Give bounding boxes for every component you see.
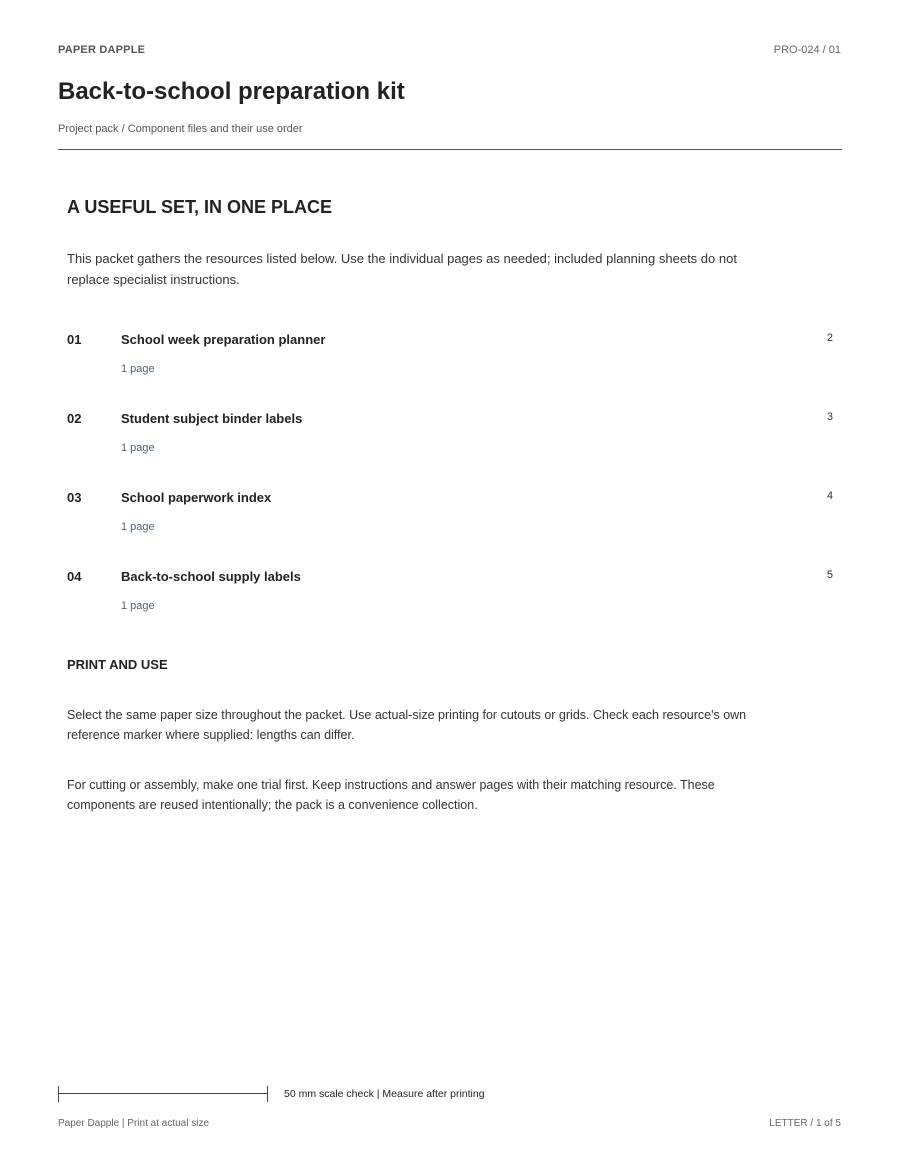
contents-item-count: 1 page <box>121 363 155 375</box>
contents-item <box>67 332 833 382</box>
contents-item-page: 4 <box>826 490 833 502</box>
footer-page-indicator: LETTER / 1 of 5 <box>769 1118 841 1129</box>
brand-name: PAPER DAPPLE <box>58 44 146 56</box>
document-id: PRO-024 / 01 <box>773 44 841 56</box>
contents-item-page: 3 <box>826 411 833 423</box>
scale-bar-tick-end <box>267 1086 268 1102</box>
contents-item <box>67 490 833 540</box>
contents-item-count: 1 page <box>121 600 155 612</box>
header-divider <box>58 149 842 150</box>
contents-item-title: School week preparation planner <box>121 332 326 347</box>
contents-item-number: 02 <box>67 411 82 426</box>
contents-item-title: Back-to-school supply labels <box>121 569 301 584</box>
contents-item-number: 03 <box>67 490 82 505</box>
contents-item-number: 01 <box>67 332 82 347</box>
page-title: Back-to-school preparation kit <box>58 78 405 105</box>
intro-text: This packet gathers the resources listed below. Use the individual pages as needed; included planning sheets do not replace specialist instructions. <box>67 251 737 287</box>
contents-item-count: 1 page <box>121 521 155 533</box>
footer-left-text: Paper Dapple | Print at actual size <box>58 1118 210 1129</box>
contents-item <box>67 411 833 461</box>
contents-item-title: School paperwork index <box>121 490 272 505</box>
print-and-use-heading: PRINT AND USE <box>67 657 168 672</box>
intro-heading: A USEFUL SET, IN ONE PLACE <box>67 197 333 217</box>
assembly-instructions-paragraph: For cutting or assembly, make one trial first. Keep instructions and answer pages with their matching resource. These components are reused intentionally; the pack is a convenience collection. <box>67 778 715 812</box>
scale-check-bar <box>58 1086 268 1102</box>
contents-item-page: 5 <box>826 569 833 581</box>
contents-item-number: 04 <box>67 569 82 584</box>
scale-bar-tick-start <box>58 1086 59 1102</box>
contents-item-title: Student subject binder labels <box>121 411 303 426</box>
print-instructions-paragraph: Select the same paper size throughout the packet. Use actual-size printing for cutouts or grids. Check each resource's own reference marker where supplied: lengths can differ. <box>67 708 747 742</box>
scale-check-label: 50 mm scale check | Measure after printing <box>284 1088 485 1100</box>
contents-item <box>67 569 833 619</box>
contents-item-page: 2 <box>826 332 833 344</box>
page-subtitle: Project pack / Component files and their use order <box>58 123 303 135</box>
scale-bar-line <box>58 1093 267 1094</box>
contents-item-count: 1 page <box>121 442 155 454</box>
